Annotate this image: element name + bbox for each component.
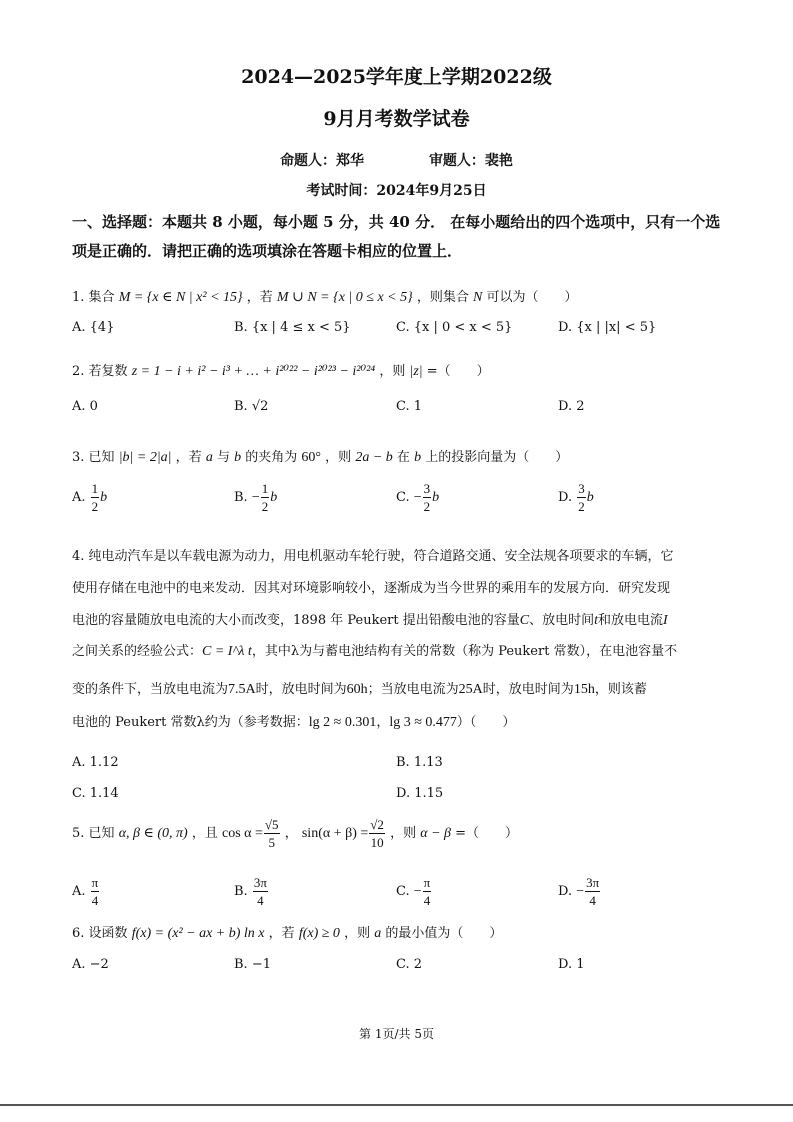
q3-text-a: 3. 已知 <box>72 450 115 465</box>
q3-option-a-fraction <box>91 482 100 513</box>
q4-l3-a: 电池的容量随放电电流的大小而改变，1898 年 Peukert 提出铅酸电池的容量 <box>72 613 520 628</box>
q5-option-b-den: 4 <box>257 893 264 908</box>
q1-text-d: 可以为（ ） <box>486 290 578 305</box>
q1-text-b: ，若 <box>246 290 273 305</box>
q6-math-c: a <box>374 926 382 941</box>
q3-math-d: 60° <box>301 450 322 465</box>
q3-option-d-fraction <box>577 482 586 513</box>
q5-math-b: cos α = <box>222 826 263 841</box>
q1-option-a[interactable]: A. {4} <box>72 320 115 335</box>
q1-option-b[interactable]: B. {x | 4 ≤ x < 5} <box>234 320 351 335</box>
q5-num-c: √2 <box>370 817 384 832</box>
q4-line-6 <box>72 711 722 731</box>
q1-option-c[interactable]: C. {x | 0 < x < 5} <box>396 320 513 335</box>
q4-l6-a: 电池的 Peukert 常数λ约为（参考数据： <box>72 715 309 730</box>
q3-option-b[interactable] <box>234 482 277 513</box>
authors-line <box>0 150 793 170</box>
q3-text-c: 与 <box>216 450 230 465</box>
question-5-stem <box>72 818 518 849</box>
bottom-divider <box>0 1104 793 1106</box>
q4-option-d[interactable]: D. 1.15 <box>396 786 444 801</box>
q1-math-c: N <box>473 290 483 305</box>
q2-text-b: ，则 <box>379 364 406 379</box>
q5-math-c: sin(α + β) = <box>301 826 369 841</box>
q5-option-b-label: B. <box>234 884 248 899</box>
q5-math-d: α − β <box>420 826 451 841</box>
q2-option-a[interactable]: A. 0 <box>72 399 98 414</box>
q4-l5-m1: 7.5A <box>228 682 256 697</box>
q3-math-a: |b| = 2|a| <box>118 450 172 465</box>
q4-option-a[interactable]: A. 1.12 <box>72 755 119 770</box>
q5-option-a-num: π <box>91 875 99 890</box>
q5-option-d-fraction <box>585 876 600 907</box>
q5-num-b: √5 <box>264 817 279 832</box>
question-6-stem <box>72 922 502 942</box>
q3-option-a-num: 1 <box>91 481 99 496</box>
q4-l3-b: 、放电时间 <box>529 613 595 628</box>
q5-option-d-label: D. <box>558 884 573 899</box>
setter: 命题人：郑华 <box>280 153 365 169</box>
q5-math-a: α, β ∈ (0, π) <box>118 826 188 841</box>
q4-l4-b: ，其中λ为与蓄电池结构有关的常数（称为 Peukert 常数），在电池容量不 <box>251 644 678 659</box>
q6-text-d: 的最小值为（ ） <box>385 926 503 941</box>
q3-text-f: 在 <box>396 450 410 465</box>
q1-math-b: M ∪ N = {x | 0 ≤ x < 5} <box>276 290 413 305</box>
exam-title-line2: 9月月考数学试卷 <box>323 108 470 130</box>
q5-option-c-den: 4 <box>423 893 431 908</box>
q4-l4-a: 之间关系的经验公式： <box>72 644 203 659</box>
q3-option-a[interactable] <box>72 482 107 513</box>
q4-l5-m2: 60h <box>346 682 368 697</box>
q2-text-a: 2. 若复数 <box>72 364 128 379</box>
q5-option-d-den: 4 <box>589 893 596 908</box>
q4-l6-m2: lg 3 ≈ 0.477 <box>389 715 457 730</box>
q3-math-b: a <box>205 450 213 465</box>
q3-option-b-den: 2 <box>261 499 269 514</box>
q3-option-d-label: D. <box>558 490 573 505</box>
q4-l5-m4: 15h <box>573 682 595 697</box>
q5-text-b: ，且 <box>191 826 218 841</box>
q3-math-f: b <box>414 450 422 465</box>
reviewer: 审题人：裴艳 <box>428 153 513 169</box>
q3-option-b-label: B. <box>234 490 248 505</box>
q4-l3-c: 和放电电流 <box>597 613 663 628</box>
q2-option-b[interactable]: B. √2 <box>234 399 269 414</box>
page-number: 第 1页/共 5页 <box>359 1027 434 1041</box>
q5-option-b[interactable] <box>234 876 269 907</box>
q5-option-d[interactable] <box>558 876 601 907</box>
q4-line-5 <box>72 678 722 698</box>
q6-option-c[interactable]: C. 2 <box>396 957 423 972</box>
q6-option-d[interactable]: D. 1 <box>558 957 585 972</box>
q3-math-c: b <box>234 450 242 465</box>
q5-text-c: ， <box>284 826 298 841</box>
q3-option-d[interactable] <box>558 482 594 513</box>
q6-math-b: f(x) ≥ 0 <box>298 926 340 941</box>
q5-text-e: =（ ） <box>455 826 519 841</box>
q3-option-a-den: 2 <box>91 499 99 514</box>
q2-math-a: z = 1 − i + i² − i³ + … + i²⁰²² − i²⁰²³ − i²⁰²⁴ <box>131 364 376 379</box>
q5-frac-b <box>264 818 280 849</box>
q1-text-a: 1. 集合 <box>72 290 115 305</box>
q3-option-c-vec: b <box>432 490 440 505</box>
q2-option-c[interactable]: C. 1 <box>396 399 423 414</box>
q3-option-c-den: 2 <box>423 499 431 514</box>
q4-l5-e: ，则该蓄 <box>594 682 647 697</box>
q3-option-c[interactable] <box>396 482 439 513</box>
q4-l4-m: C = I^λ t <box>202 644 252 659</box>
q5-option-a[interactable] <box>72 876 100 907</box>
q4-l5-b: 时，放电时间为 <box>255 682 347 697</box>
q4-l6-m1: lg 2 ≈ 0.301 <box>308 715 377 730</box>
q3-option-b-num: 1 <box>261 481 269 496</box>
q5-frac-c <box>369 818 385 849</box>
q5-option-c[interactable] <box>396 876 432 907</box>
q5-option-c-sign: − <box>413 884 422 899</box>
q4-line-2: 使用存储在电池中的电来发动．因其对环境影响较小，逐渐成为当今世界的乘用车的发展方向．研究发现 <box>72 581 671 596</box>
q3-text-b: ，若 <box>175 450 202 465</box>
q4-line-3 <box>72 609 722 629</box>
q3-text-d: 的夹角为 <box>245 450 298 465</box>
q4-l3-m2: t <box>594 613 598 628</box>
q6-option-b[interactable]: B. −1 <box>234 957 271 972</box>
q6-text-c: ，则 <box>344 926 371 941</box>
question-3-stem <box>72 446 568 466</box>
q6-text-b: ，若 <box>268 926 295 941</box>
q3-option-d-den: 2 <box>578 499 585 514</box>
q6-option-a[interactable]: A. −2 <box>72 957 109 972</box>
q3-text-g: 上的投影向量为（ ） <box>425 450 569 465</box>
question-1-stem <box>72 286 578 306</box>
q6-text-a: 6. 设函数 <box>72 926 128 941</box>
q3-text-e: ，则 <box>325 450 352 465</box>
section-heading: 一、选择题：本题共 8 小题，每小题 5 分，共 40 分． 在每小题给出的四个选项中，只有一个选项是正确的．请把正确的选项填涂在答题卡相应的位置上． <box>72 213 721 260</box>
q4-l6-b: ， <box>376 715 390 730</box>
q2-text-c: =（ ） <box>426 364 490 379</box>
q3-option-a-label: A. <box>72 490 86 505</box>
q3-option-b-vec: b <box>270 490 278 505</box>
q4-line-4 <box>72 640 722 660</box>
q5-option-b-num: 3π <box>253 875 267 890</box>
q1-math-a: M = {x ∈ N | x² < 15} <box>118 290 243 305</box>
q5-option-c-fraction <box>423 876 432 907</box>
q3-option-d-vec: b <box>586 490 594 505</box>
exam-title-line1: 2024—2025学年度上学期2022级 <box>241 66 552 88</box>
q3-option-c-label: C. <box>396 490 410 505</box>
q4-l5-m3: 25A <box>458 682 483 697</box>
q5-text-d: ，则 <box>390 826 417 841</box>
q3-option-c-sign: − <box>413 490 422 505</box>
q4-line-1: 4. 纯电动汽车是以车载电源为动力，用电机驱动车轮行驶，符合道路交通、安全法规各项要求的车辆，它 <box>72 549 674 564</box>
question-2-stem <box>72 360 490 380</box>
q5-option-c-num: π <box>423 875 431 890</box>
q5-option-a-den: 4 <box>91 893 99 908</box>
q1-text-c: ，则集合 <box>416 290 469 305</box>
q2-math-b: |z| <box>409 364 423 379</box>
q3-option-c-fraction <box>423 482 432 513</box>
q4-option-b[interactable]: B. 1.13 <box>396 755 443 770</box>
q6-math-a: f(x) = (x² − ax + b) ln x <box>131 926 265 941</box>
q5-text-a: 5. 已知 <box>72 826 115 841</box>
exam-time: 考试时间：2024年9月25日 <box>306 183 487 199</box>
q4-l6-c: ）（ ） <box>456 715 516 730</box>
q3-option-b-sign: − <box>251 490 260 505</box>
q5-option-a-fraction <box>91 876 100 907</box>
q3-option-d-num: 3 <box>578 481 585 496</box>
q5-option-d-sign: − <box>576 884 585 899</box>
q4-l3-m3: I <box>663 613 668 628</box>
q5-option-b-fraction <box>253 876 268 907</box>
q1-option-d[interactable]: D. {x | |x| < 5} <box>558 320 657 335</box>
q3-option-b-fraction <box>261 482 270 513</box>
q3-option-a-vec: b <box>100 490 108 505</box>
q5-option-c-label: C. <box>396 884 410 899</box>
q3-math-e: 2a − b <box>355 450 393 465</box>
q4-l5-a: 变的条件下，当放电电流为 <box>72 682 229 697</box>
q4-l5-d: 时，放电时间为 <box>482 682 574 697</box>
q5-den-c: 10 <box>370 835 384 850</box>
q4-l3-m1: C <box>519 613 530 628</box>
q2-option-d[interactable]: D. 2 <box>558 399 585 414</box>
q3-option-c-num: 3 <box>423 481 431 496</box>
q5-option-d-num: 3π <box>586 875 600 890</box>
q5-option-a-label: A. <box>72 884 86 899</box>
q4-option-c[interactable]: C. 1.14 <box>72 786 119 801</box>
q4-l5-c: ；当放电电流为 <box>367 682 459 697</box>
q5-den-b: 5 <box>268 835 275 850</box>
